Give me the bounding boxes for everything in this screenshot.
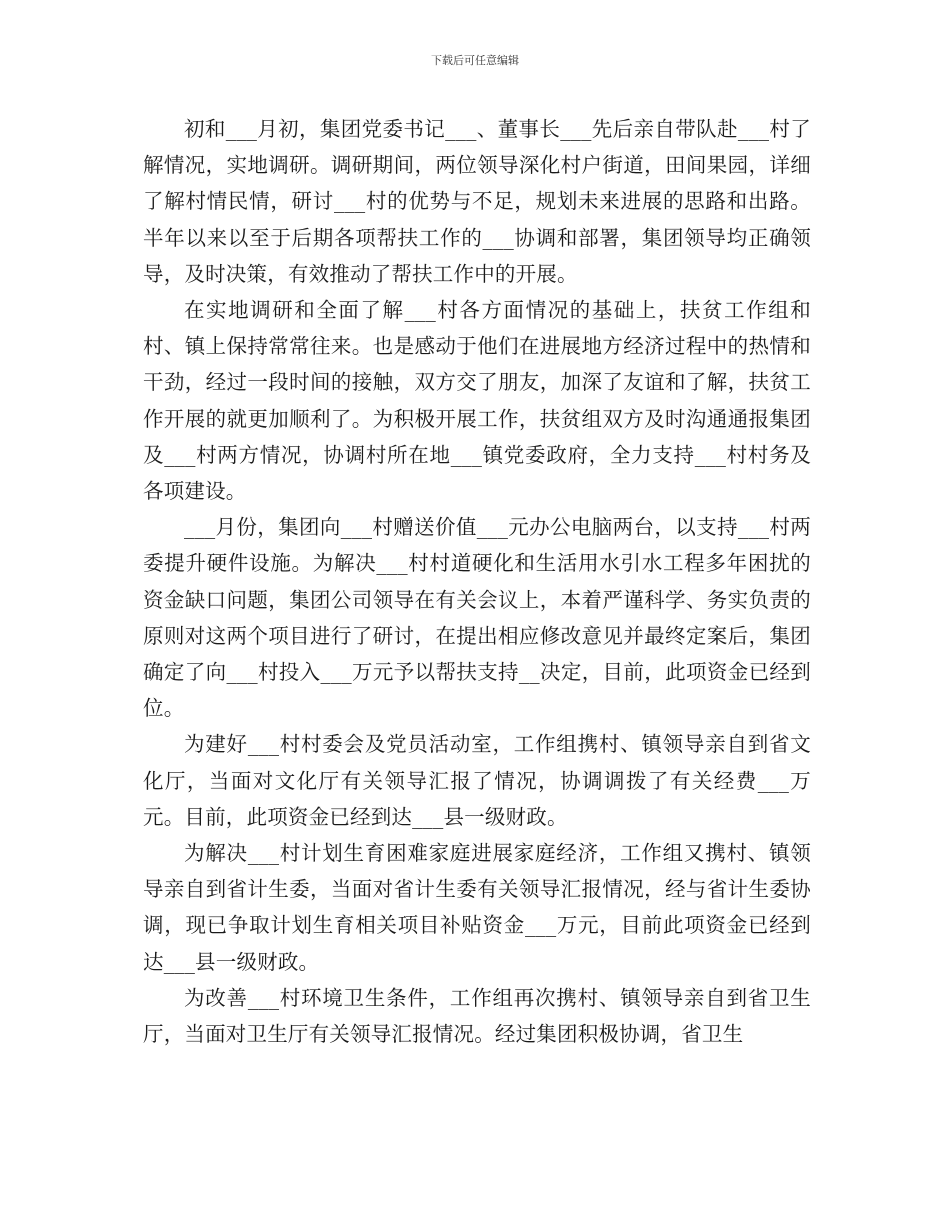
document-body (143, 111, 811, 1052)
paragraph-6: 为改善___村环境卫生条件，工作组再次携村、镇领导亲自到省卫生厅，当面对卫生厅有关领导汇报情况。经过集团积极协调，省卫生 (143, 985, 811, 1047)
page-header: 下载后可任意编辑 (431, 54, 519, 67)
paragraph-5: 为解决___村计划生育困难家庭进展家庭经济，工作组又携村、镇领导亲自到省计生委，当面对省计生委有关领导汇报情况，经与省计生委协调，现已争取计划生育相关项目补贴资金___万元，目前此项资金已经到达___县一级财政。 (143, 841, 811, 974)
paragraph-3: ___月份，集团向___村赠送价值___元办公电脑两台，以支持___村两委提升硬件设施。为解决___村村道硬化和生活用水引水工程多年困扰的资金缺口问题，集团公司领导在有关会议上，本着严谨科学、务实负责的原则对这两个项目进行了研讨，在提出相应修改意见并最终定案后，集团确定了向___村投入___万元予以帮扶支持__决定，目前，此项资金已经到位。 (143, 515, 811, 721)
paragraph-2: 在实地调研和全面了解___村各方面情况的基础上，扶贫工作组和村、镇上保持常常往来。也是感动于他们在进展地方经济过程中的热情和干劲，经过一段时间的接触，双方交了朋友，加深了友谊和了解，扶贫工作开展的就更加顺利了。为积极开展工作，扶贫组双方及时沟通通报集团及___村两方情况，协调村所在地___镇党委政府，全力支持___村村务及各项建设。 (143, 298, 811, 504)
paragraph-4: 为建好___村村委会及党员活动室，工作组携村、镇领导亲自到省文化厅，当面对文化厅有关领导汇报了情况，协调调拨了有关经费___万元。目前，此项资金已经到达___县一级财政。 (143, 732, 811, 829)
paragraph-1: 初和___月初，集团党委书记___、董事长___先后亲自带队赴___村了解情况，实地调研。调研期间，两位领导深化村户街道，田间果园，详细了解村情民情，研讨___村的优势与不足，规划未来进展的思路和出路。半年以来以至于后期各项帮扶工作的___协调和部署，集团领导均正确领导，及时决策，有效推动了帮扶工作中的开展。 (143, 117, 811, 286)
